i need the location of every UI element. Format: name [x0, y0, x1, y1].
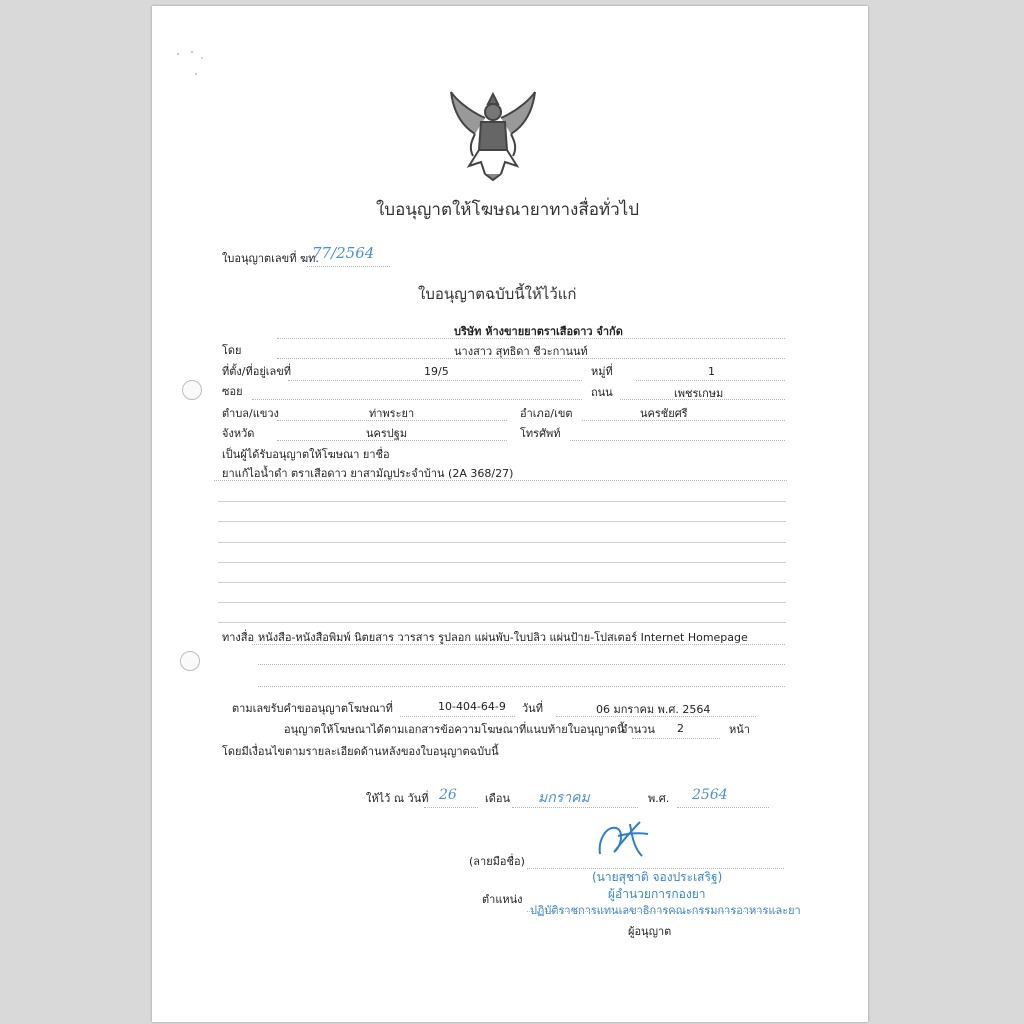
count-line [632, 738, 720, 739]
issued-to-heading: ใบอนุญาตฉบับนี้ให้ไว้แก่ [418, 285, 577, 303]
scan-specks [172, 46, 212, 76]
license-no-line [307, 266, 390, 267]
issue-month-line [512, 807, 638, 808]
blank-line [218, 521, 786, 522]
province-value: นครปฐม [366, 427, 408, 440]
signer-name: (นายสุชาติ จองประเสริฐ) [592, 870, 723, 884]
document-title: ใบอนุญาตให้โฆษณายาทางสื่อทั่วไป [376, 200, 640, 220]
request-date-value: 06 มกราคม พ.ศ. 2564 [596, 703, 711, 716]
by-value: นางสาว สุทธิดา ชีวะกานนท์ [454, 345, 588, 358]
drug-name: ยาแก้ไอน้ำดำ ตราเสือดาว ยาสามัญประจำบ้าน (2A 368/27) [222, 467, 514, 480]
license-no-label: ใบอนุญาตเลขที่ ฆท. [222, 252, 319, 265]
media-line [252, 644, 785, 645]
punch-hole [180, 651, 200, 671]
count-label: จำนวน [621, 723, 655, 736]
media-line-3 [258, 686, 785, 687]
sign-label: (ลายมือชื่อ) [469, 855, 525, 868]
issue-month: มกราคม [538, 790, 590, 806]
signature-mark-icon [592, 816, 662, 866]
province-line [277, 440, 507, 441]
moo-label: หมู่ที่ [591, 365, 613, 378]
soi-line [252, 399, 582, 400]
media-value: หนังสือ-หนังสือพิมพ์ นิตยสาร วารสาร รูปลอก แผ่นพับ-ใบปลิว แผ่นป้าย-โปสเตอร์ Internet Homepage [258, 631, 748, 644]
moo-value: 1 [708, 365, 715, 378]
drug-line [214, 480, 787, 481]
soi-label: ซอย [222, 385, 243, 398]
signer-title-2: ปฏิบัติราชการแทนเลขาธิการคณะกรรมการอาหารและยา [530, 904, 801, 917]
attach-text: อนุญาตให้โฆษณาได้ตามเอกสารข้อความโฆษณาที่แนบท้ายใบอนุญาตนี้ [284, 723, 625, 736]
position-label: ตำแหน่ง [482, 893, 523, 906]
media-line-2 [258, 664, 785, 665]
road-value: เพชรเกษม [674, 387, 724, 400]
road-label: ถนน [591, 386, 613, 399]
page-unit: หน้า [729, 723, 750, 736]
province-label: จังหวัด [222, 427, 255, 440]
by-line [277, 358, 785, 359]
month-label: เดือน [485, 792, 511, 805]
given-label: ให้ไว้ ณ วันที่ [366, 792, 429, 805]
issue-year-line [677, 807, 769, 808]
subdistrict-line [277, 420, 507, 421]
request-number: 10-404-64-9 [438, 700, 506, 713]
blank-line [218, 622, 786, 623]
issue-day-line [424, 807, 478, 808]
request-date-label: วันที่ [522, 702, 543, 715]
blank-line [218, 582, 786, 583]
phone-line [570, 440, 785, 441]
address-label: ที่ตั้ง/ที่อยู่เลขที่ [222, 365, 292, 378]
signer-title-1: ผู้อำนวยการกองยา [608, 887, 706, 901]
license-no-value: 77/2564 [312, 244, 375, 262]
blank-line [218, 501, 786, 502]
subdistrict-label: ตำบล/แขวง [222, 407, 279, 420]
blank-line [218, 542, 786, 543]
drug-label: เป็นผู้ได้รับอนุญาตให้โฆษณา ยาชื่อ [222, 448, 390, 461]
blank-line [218, 562, 786, 563]
address-line [288, 380, 582, 381]
district-value: นครชัยศรี [640, 407, 688, 420]
moo-line [636, 380, 785, 381]
request-label: ตามเลขรับคำขออนุญาตโฆษณาที่ [232, 702, 393, 715]
district-line [582, 420, 785, 421]
license-document [152, 6, 868, 1022]
district-label: อำเภอ/เขต [520, 407, 573, 420]
issue-day: 26 [439, 787, 457, 803]
issue-year: 2564 [692, 787, 728, 803]
company-name: บริษัท ห้างขายยาตราเสือดาว จำกัด [454, 325, 623, 338]
licensor-label: ผู้อนุญาต [628, 925, 672, 938]
garuda-emblem-icon [445, 88, 541, 184]
company-line [277, 338, 785, 339]
count-value: 2 [677, 722, 684, 735]
address-value: 19/5 [424, 365, 449, 378]
position-line [527, 911, 784, 912]
conditions-text: โดยมีเงื่อนไขตามรายละเอียดด้านหลังของใบอนุญาตฉบับนี้ [222, 745, 499, 758]
request-date-line [556, 716, 756, 717]
phone-label: โทรศัพท์ [520, 427, 561, 440]
punch-hole [182, 380, 202, 400]
subdistrict-value: ท่าพระยา [369, 407, 415, 420]
road-line [620, 399, 785, 400]
request-number-line [400, 716, 515, 717]
by-label: โดย [222, 344, 242, 357]
media-label: ทางสื่อ [222, 631, 255, 644]
year-label: พ.ศ. [648, 792, 670, 805]
blank-line [218, 602, 786, 603]
